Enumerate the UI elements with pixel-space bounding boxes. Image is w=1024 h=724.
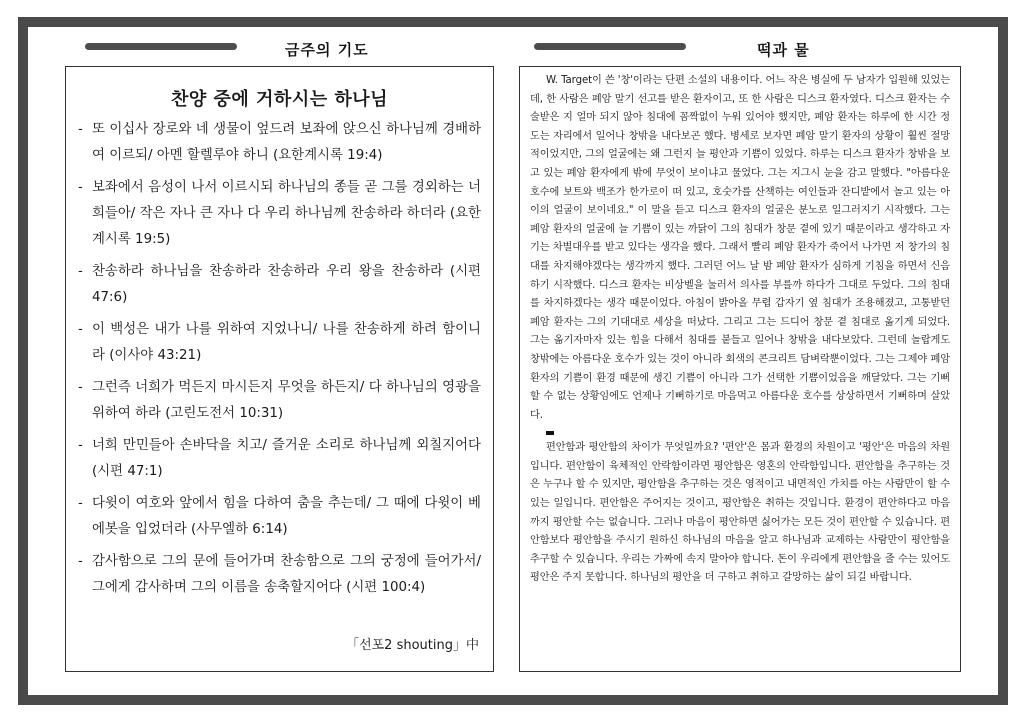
verse-text: 또 이십사 장로와 네 생물이 엎드려 보좌에 앉으신 하나님께 경배하여 이르되/ 아멘 할렐루야 하니 (요한계시록 19:4) <box>92 122 481 163</box>
right-header-bar <box>534 43 686 50</box>
verse-item <box>78 117 481 169</box>
verse-item <box>78 491 481 543</box>
dash-marker: - <box>78 380 83 395</box>
dash-marker: - <box>78 264 83 279</box>
left-header-bar <box>85 43 237 50</box>
verse-text: 감사함으로 그의 문에 들어가며 찬송함으로 그의 궁정에 들어가서/ 그에게 감사하며 그의 이름을 송축할지어다 (시편 100:4) <box>92 554 481 595</box>
prayer-box <box>65 66 494 672</box>
essay-paragraph-1: W. Target이 쓴 '창'이라는 단편 소설의 내용이다. 어느 작은 병실에 두 남자가 입원해 있었는데, 한 사람은 폐암 말기 선고를 받은 환자이고, 또 한 사람은 디스크 환자였다. 디스크 환자는 수술받은 지 얼마 되지 않아 침대에 꼼짝없이 누워 있어야 했지만, 폐암 환자는 하루에 한 시간 정도는 자리에서 일어나 창밖을 내다보곤 했다. 병세로 보자면 폐암 말기 환자의 상황이 훨씬 절망적이었지만, 그의 얼굴에는 왜 그런지 늘 평안과 기쁨이 있었다. 하루는 디스크 환자가 창밖을 보고 있는 폐암 환자에게 밖에 무엇이 보이냐고 물었다. 그는 지그시 눈을 감고 말했다. "아름다운 호수에 보트와 백조가 한가로이 떠 있고, 호숫가를 산책하는 여인들과 잔디밭에서 놀고 있는 아이의 얼굴이 보이네요." 이 말을 듣고 디스크 환자의 얼굴은 분노로 일그러지기 시작했다. 그는 폐암 환자의 얼굴에 늘 기쁨이 있는 까닭이 그의 침대가 창문 곁에 있기 때문이라고 생각하고 자기는 차별대우를 받고 있다는 생각을 했다. 그래서 빨리 폐암 환자가 죽어서 나가면 저 창가의 침대를 차지해야겠다는 생각까지 했다. 그러던 어느 날 밤 폐암 환자가 심하게 기침을 하면서 신음하기 시작했다. 디스크 환자는 비상벨을 눌러서 의사를 부를까 하다가 그대로 두었다. 그의 침대를 차지하겠다는 생각 때문이었다. 아침이 밝아올 무렵 갑자기 옆 침대가 조용해졌고, 고통받던 폐암 환자는 그의 기대대로 세상을 떠났다. 그리고 그는 드디어 창문 곁 침대로 옮기게 되었다. 그는 옮기자마자 있는 힘을 다해서 침대를 붙들고 일어나 창밖을 내다보았다. 그런데 놀랍게도 창밖에는 아름다운 호수가 있는 것이 아니라 회색의 콘크리트 담벼락뿐이었다. 그는 그제야 폐암 환자의 기쁨이 환경 때문에 생긴 기쁨이 아니라 그가 선택한 기쁨이었음을 깨달았다. 그는 기뻐할 수 없는 상황임에도 언제나 기뻐하기로 마음먹고 아름다운 호수를 상상하면서 기뻐하며 살았다. <box>530 75 950 421</box>
verse-item <box>78 175 481 253</box>
verse-text: 너희 만민들아 손바닥을 치고/ 즐거운 소리로 하나님께 외칠지어다 (시편 47:1) <box>92 438 481 479</box>
verse-item <box>78 317 481 369</box>
verse-item <box>78 433 481 485</box>
verse-text: 보좌에서 음성이 나서 이르시되 하나님의 종들 곧 그를 경외하는 너희들아/ 작은 자나 큰 자나 다 우리 하나님께 찬송하라 하더라 (요한계시록 19:5) <box>92 180 481 247</box>
verse-text: 찬송하라 하나님을 찬송하라 찬송하라 우리 왕을 찬송하라 (시편 47:6) <box>92 264 481 305</box>
verse-text: 다윗이 여호와 앞에서 힘을 다하여 춤을 추는데/ 그 때에 다윗이 베 에봇을 입었더라 (사무엘하 6:14) <box>92 496 481 537</box>
verse-list <box>78 117 481 601</box>
verse-text: 이 백성은 내가 나를 위하여 지었나니/ 나를 찬송하게 하려 함이니라 (이사야 43:21) <box>92 322 481 363</box>
prayer-heading: 찬양 중에 거하시는 하나님 <box>170 89 389 110</box>
source-citation: 「선포2 shouting」中 <box>346 638 479 653</box>
dash-marker: - <box>78 496 83 511</box>
left-section-title: 금주의 기도 <box>285 41 369 59</box>
essay-box <box>519 66 961 672</box>
right-section-title: 떡과 물 <box>757 41 810 59</box>
dash-marker: - <box>78 322 83 337</box>
paragraph-divider-icon <box>546 431 554 435</box>
verse-text: 그런즉 너희가 먹든지 마시든지 무엇을 하든지/ 다 하나님의 영광을 위하여 하라 (고린도전서 10:31) <box>92 380 481 421</box>
dash-marker: - <box>78 554 83 569</box>
essay-paragraph-2: 편안함과 평안함의 차이가 무엇일까요? '편안'은 몸과 환경의 차원이고 '평안'은 마음의 차원입니다. 편안함이 육체적인 안락함이라면 평안함은 영혼의 안락함입니다. 편안함을 추구하는 것은 누구나 할 수 있지만, 평안함을 추구하는 것은 영적이고 내면적인 가치를 아는 사람만이 할 수 있는 일입니다. 편안함은 주어지는 것이고, 평안함은 취하는 것입니다. 환경이 편안하다고 마음 까지 평안할 수는 없습니다. 그러나 마음이 평안하면 싫어가는 모든 것이 편안할 수 있습니다. 편안함보다 평안함을 주시기 원하신 하나님의 마음을 알고 하나님과 교제하는 사람만이 평안함을 추구할 수 있습니다. 우리는 가짜에 속지 말아야 합니다. 돈이 우리에게 편안함을 줄 수는 있어도 평안은 주지 못합니다. 하나님의 평안을 더 구하고 취하고 갈망하는 삶이 되길 바랍니다. <box>530 442 950 584</box>
verse-item <box>78 375 481 427</box>
verse-item <box>78 259 481 311</box>
dash-marker: - <box>78 180 83 195</box>
verse-item <box>78 549 481 601</box>
dash-marker: - <box>78 438 83 453</box>
dash-marker: - <box>78 122 83 137</box>
